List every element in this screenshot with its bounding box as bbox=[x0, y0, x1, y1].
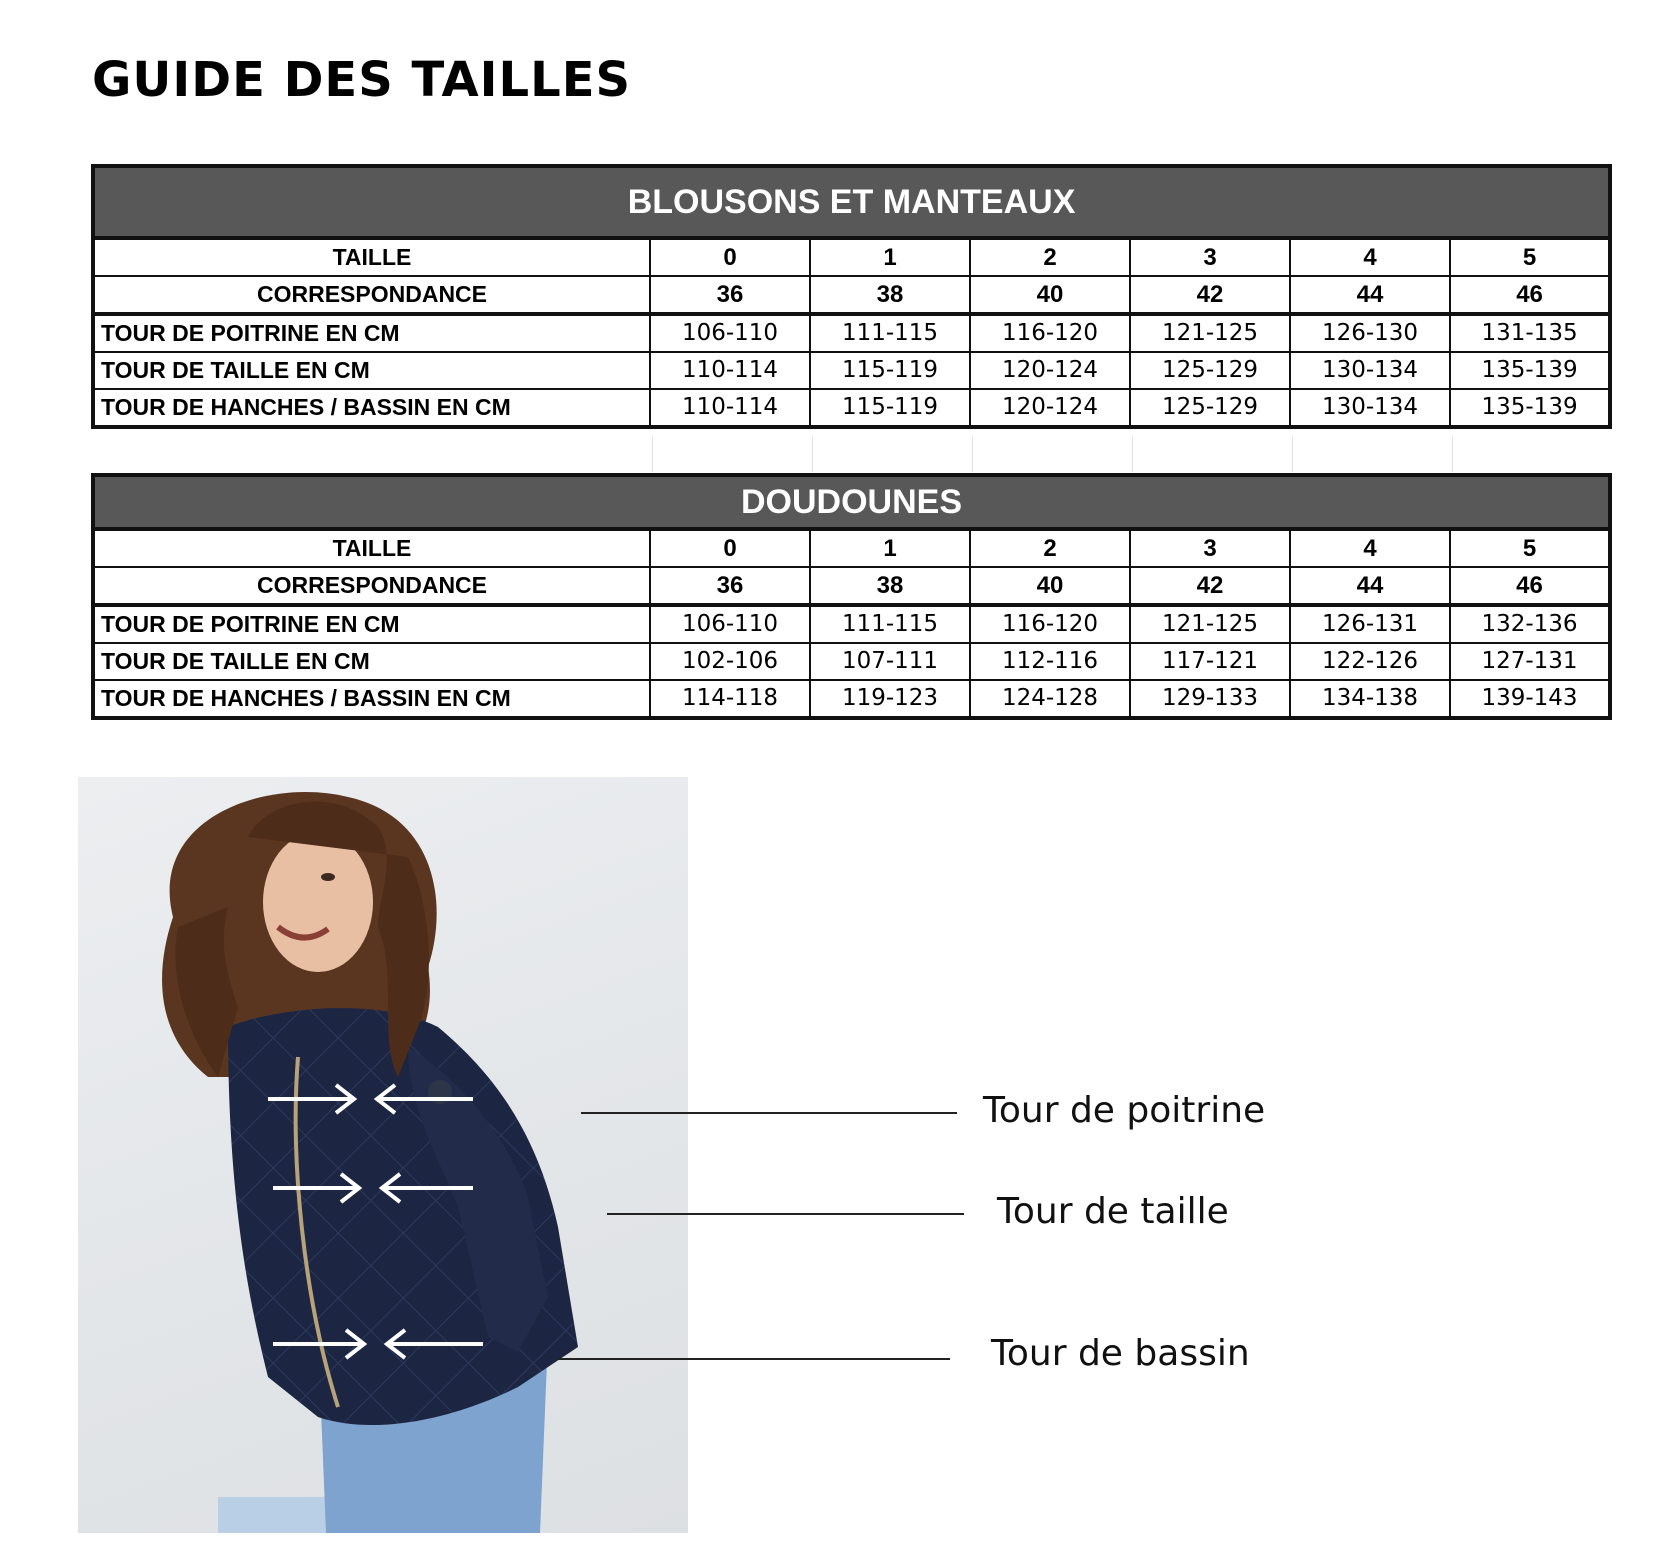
table-row bbox=[93, 314, 1610, 352]
table-cell: 120-124 bbox=[970, 352, 1130, 389]
table-cell: 44 bbox=[1290, 276, 1450, 314]
table-cell: 117-121 bbox=[1130, 643, 1290, 680]
table-cell: 110-114 bbox=[650, 352, 810, 389]
table-cell: 139-143 bbox=[1450, 680, 1610, 718]
table-cell: 112-116 bbox=[970, 643, 1130, 680]
chest-label: Tour de poitrine bbox=[983, 1090, 1266, 1131]
size-table-doudounes bbox=[91, 473, 1612, 720]
table-cell: 121-125 bbox=[1130, 605, 1290, 643]
table-row bbox=[93, 680, 1610, 718]
faint-gridlines bbox=[652, 436, 1608, 472]
table-row bbox=[93, 276, 1610, 314]
chest-callout-line bbox=[581, 1112, 957, 1114]
row-label: TOUR DE POITRINE EN CM bbox=[93, 605, 650, 643]
row-label: TOUR DE POITRINE EN CM bbox=[93, 314, 650, 352]
table-cell: 46 bbox=[1450, 567, 1610, 605]
table-cell: 120-124 bbox=[970, 389, 1130, 427]
table-caption: BLOUSONS ET MANTEAUX bbox=[93, 166, 1610, 238]
table-row bbox=[93, 389, 1610, 427]
table-cell: 40 bbox=[970, 567, 1130, 605]
table-cell: 130-134 bbox=[1290, 352, 1450, 389]
row-label: TAILLE bbox=[93, 529, 650, 567]
table-row bbox=[93, 238, 1610, 276]
table-cell: 135-139 bbox=[1450, 352, 1610, 389]
table-cell: 36 bbox=[650, 276, 810, 314]
table-cell: 0 bbox=[650, 529, 810, 567]
table-cell: 111-115 bbox=[810, 605, 970, 643]
table-cell: 115-119 bbox=[810, 352, 970, 389]
row-label: TOUR DE HANCHES / BASSIN EN CM bbox=[93, 680, 650, 718]
table-cell: 5 bbox=[1450, 529, 1610, 567]
table-cell: 132-136 bbox=[1450, 605, 1610, 643]
table-cell: 116-120 bbox=[970, 314, 1130, 352]
table-cell: 42 bbox=[1130, 567, 1290, 605]
table-cell: 1 bbox=[810, 238, 970, 276]
table-row bbox=[93, 567, 1610, 605]
table-cell: 135-139 bbox=[1450, 389, 1610, 427]
table-cell: 122-126 bbox=[1290, 643, 1450, 680]
model-illustration bbox=[78, 777, 688, 1533]
table-cell: 114-118 bbox=[650, 680, 810, 718]
table-cell: 0 bbox=[650, 238, 810, 276]
table-body bbox=[93, 238, 1610, 427]
model-photo bbox=[78, 777, 688, 1533]
table-body bbox=[93, 529, 1610, 718]
table-cell: 102-106 bbox=[650, 643, 810, 680]
waist-callout-line bbox=[607, 1213, 964, 1215]
table-cell: 111-115 bbox=[810, 314, 970, 352]
table-cell: 134-138 bbox=[1290, 680, 1450, 718]
row-label: TOUR DE HANCHES / BASSIN EN CM bbox=[93, 389, 650, 427]
table-cell: 46 bbox=[1450, 276, 1610, 314]
table-cell: 129-133 bbox=[1130, 680, 1290, 718]
row-label: TOUR DE TAILLE EN CM bbox=[93, 352, 650, 389]
table-cell: 106-110 bbox=[650, 605, 810, 643]
table-cell: 121-125 bbox=[1130, 314, 1290, 352]
size-table-blousons-manteaux bbox=[91, 164, 1612, 429]
table-cell: 3 bbox=[1130, 238, 1290, 276]
row-label: CORRESPONDANCE bbox=[93, 567, 650, 605]
hips-callout-line bbox=[558, 1358, 950, 1360]
table-cell: 107-111 bbox=[810, 643, 970, 680]
table-cell: 3 bbox=[1130, 529, 1290, 567]
page-title: GUIDE DES TAILLES bbox=[92, 52, 632, 108]
hips-label: Tour de bassin bbox=[991, 1333, 1250, 1374]
table-cell: 38 bbox=[810, 276, 970, 314]
table-cell: 1 bbox=[810, 529, 970, 567]
table-row bbox=[93, 352, 1610, 389]
row-label: TAILLE bbox=[93, 238, 650, 276]
table-caption: DOUDOUNES bbox=[93, 475, 1610, 529]
table-cell: 36 bbox=[650, 567, 810, 605]
waist-label: Tour de taille bbox=[997, 1191, 1229, 1232]
table-cell: 124-128 bbox=[970, 680, 1130, 718]
table-cell: 126-131 bbox=[1290, 605, 1450, 643]
table-cell: 5 bbox=[1450, 238, 1610, 276]
table-cell: 38 bbox=[810, 567, 970, 605]
face bbox=[263, 832, 373, 972]
table-row bbox=[93, 605, 1610, 643]
table-cell: 125-129 bbox=[1130, 352, 1290, 389]
table-cell: 2 bbox=[970, 529, 1130, 567]
table-cell: 116-120 bbox=[970, 605, 1130, 643]
table-cell: 119-123 bbox=[810, 680, 970, 718]
table-cell: 126-130 bbox=[1290, 314, 1450, 352]
table-cell: 130-134 bbox=[1290, 389, 1450, 427]
table-cell: 4 bbox=[1290, 529, 1450, 567]
table-cell: 4 bbox=[1290, 238, 1450, 276]
table-cell: 42 bbox=[1130, 276, 1290, 314]
table-cell: 2 bbox=[970, 238, 1130, 276]
table-row bbox=[93, 643, 1610, 680]
table-cell: 125-129 bbox=[1130, 389, 1290, 427]
table-cell: 40 bbox=[970, 276, 1130, 314]
table-cell: 127-131 bbox=[1450, 643, 1610, 680]
table-cell: 131-135 bbox=[1450, 314, 1610, 352]
table-cell: 44 bbox=[1290, 567, 1450, 605]
table-cell: 115-119 bbox=[810, 389, 970, 427]
table-row bbox=[93, 529, 1610, 567]
row-label: TOUR DE TAILLE EN CM bbox=[93, 643, 650, 680]
row-label: CORRESPONDANCE bbox=[93, 276, 650, 314]
table-cell: 110-114 bbox=[650, 389, 810, 427]
table-cell: 106-110 bbox=[650, 314, 810, 352]
